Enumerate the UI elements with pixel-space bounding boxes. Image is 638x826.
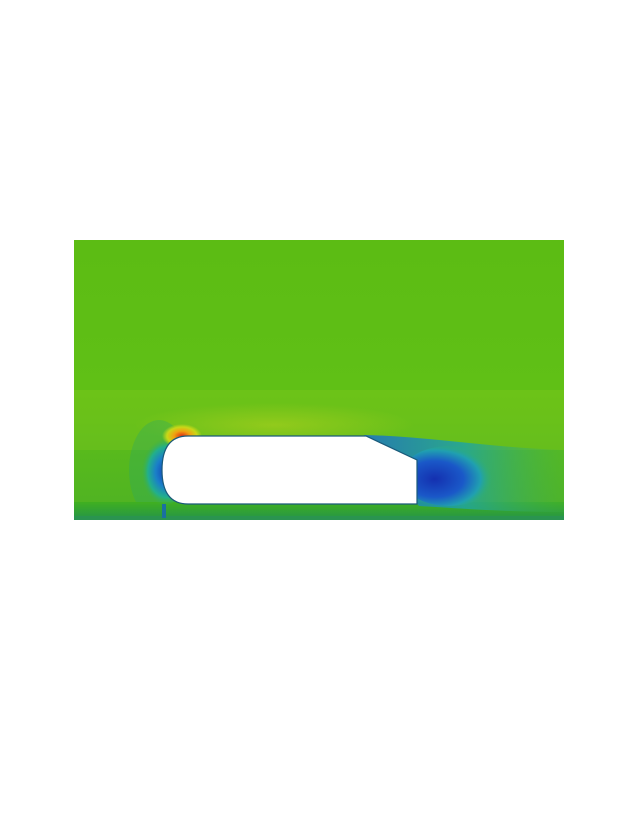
body-outline xyxy=(162,436,417,504)
velocity-contour-image xyxy=(74,240,564,520)
simulation-paragraph-1 xyxy=(76,102,546,118)
